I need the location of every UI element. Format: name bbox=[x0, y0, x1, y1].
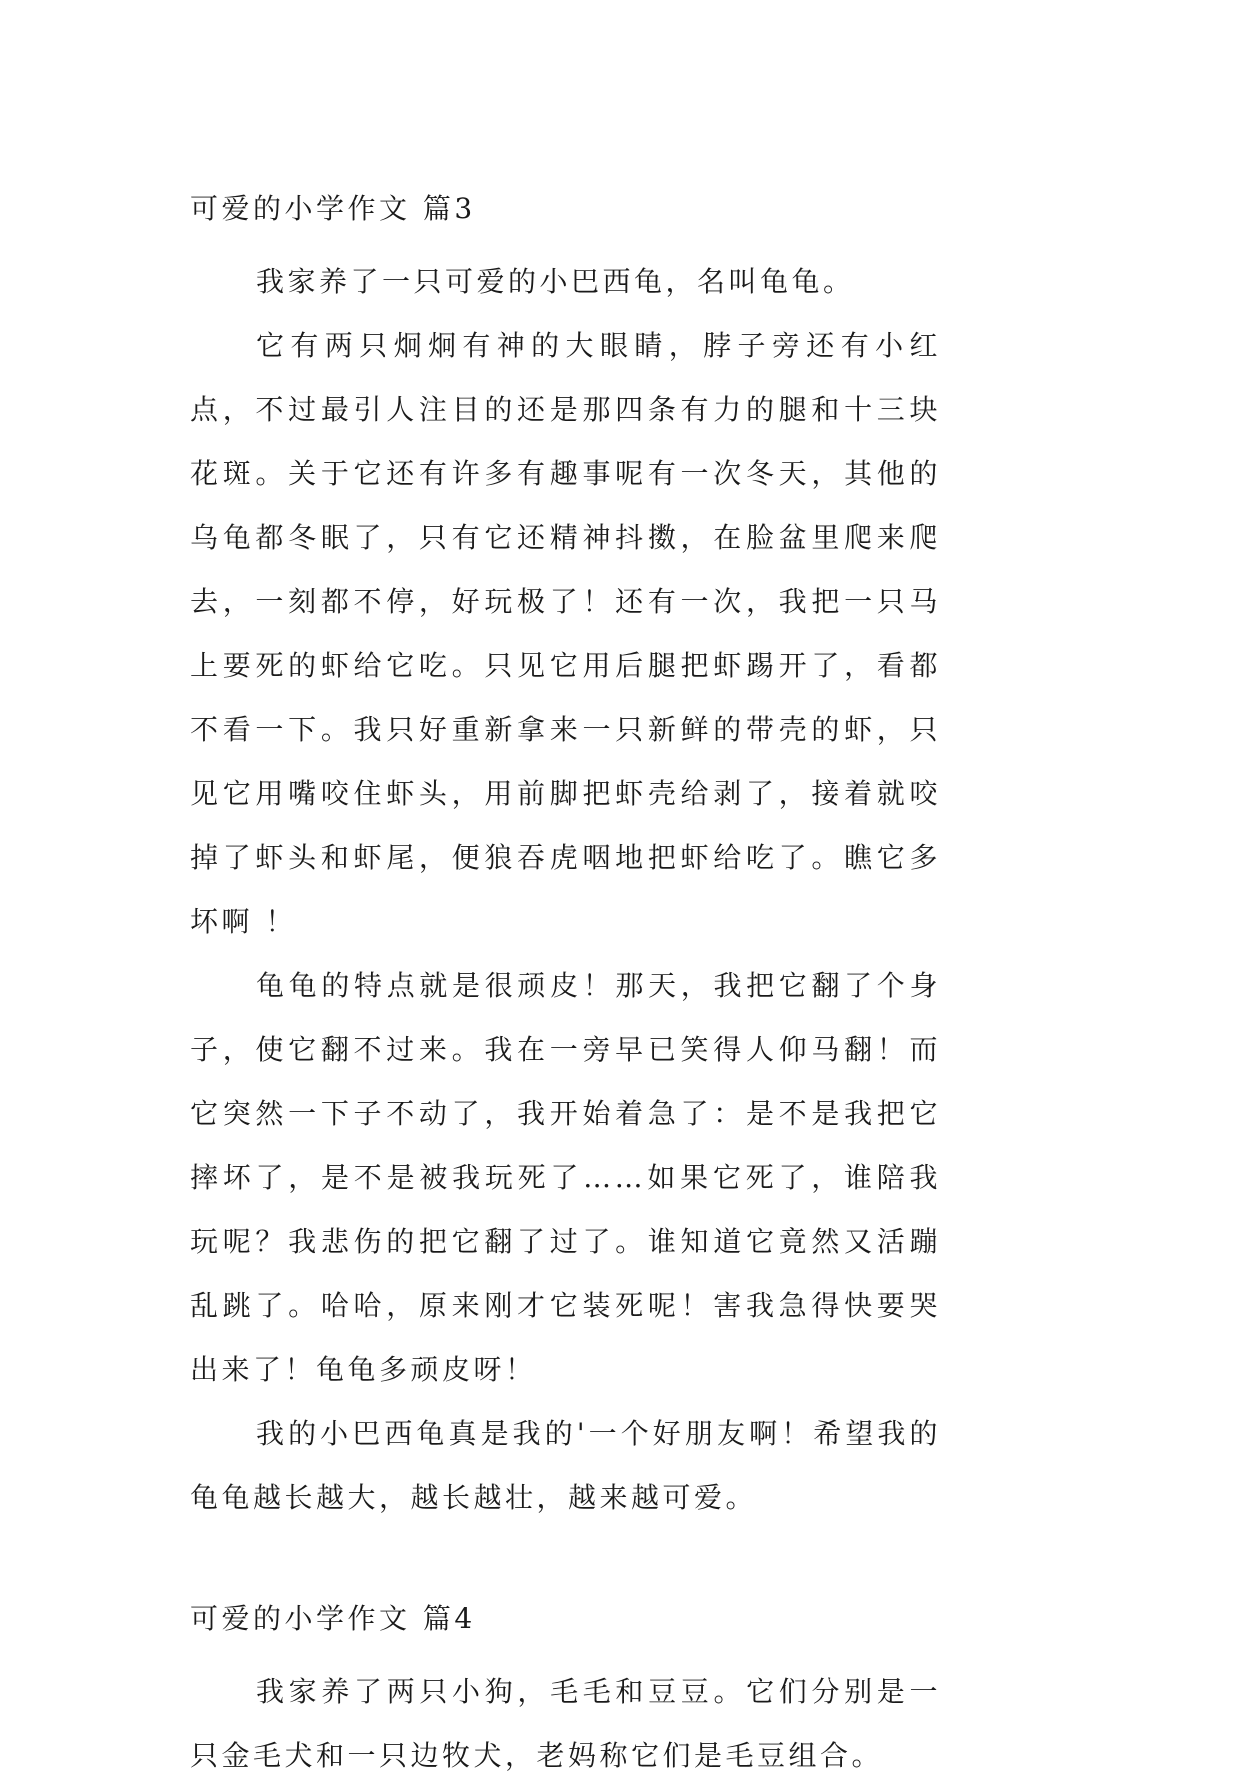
essay-section-3 bbox=[190, 190, 941, 1530]
paragraph: 我家养了一只可爱的小巴西龟，名叫龟龟。 bbox=[256, 265, 855, 298]
section-heading: 可爱的小学作文 篇3 bbox=[190, 192, 476, 225]
paragraph: 它有两只炯炯有神的大眼睛，脖子旁还有小红点，不过最引人注目的还是那四条有力的腿和十三块花斑。关于它还有许多有趣事呢有一次冬天，其他的乌龟都冬眠了，只有它还精神抖擞，在脸盆里爬来爬去，一刻都不停，好玩极了！还有一次，我把一只马上要死的虾给它吃。只见它用后腿把虾踢开了，看都不看一下。我只好重新拿来一只新鲜的带壳的虾，只见它用嘴咬住虾头，用前脚把虾壳给剥了，接着就咬掉了虾头和虾尾，便狼吞虎咽地把虾给吃了。瞧它多坏啊 ！ bbox=[190, 329, 941, 938]
paragraph: 龟龟的特点就是很顽皮！那天，我把它翻了个身子，使它翻不过来。我在一旁早已笑得人仰马翻！而它突然一下子不动了，我开始着急了：是不是我把它摔坏了，是不是被我玩死了……如果它死了，谁陪我玩呢？我悲伤的把它翻了过了。谁知道它竟然又活蹦乱跳了。哈哈，原来刚才它装死呢！害我急得快要哭出来了！龟龟多顽皮呀！ bbox=[190, 969, 941, 1386]
paragraph: 我的小巴西龟真是我的'一个好朋友啊！希望我的龟龟越长越大，越长越壮，越来越可爱。 bbox=[190, 1417, 941, 1514]
paragraph: 我家养了两只小狗，毛毛和豆豆。它们分别是一只金毛犬和一只边牧犬，老妈称它们是毛豆组合。 bbox=[190, 1675, 941, 1772]
essay-section-4 bbox=[190, 1600, 941, 1788]
section-heading: 可爱的小学作文 篇4 bbox=[190, 1602, 476, 1635]
